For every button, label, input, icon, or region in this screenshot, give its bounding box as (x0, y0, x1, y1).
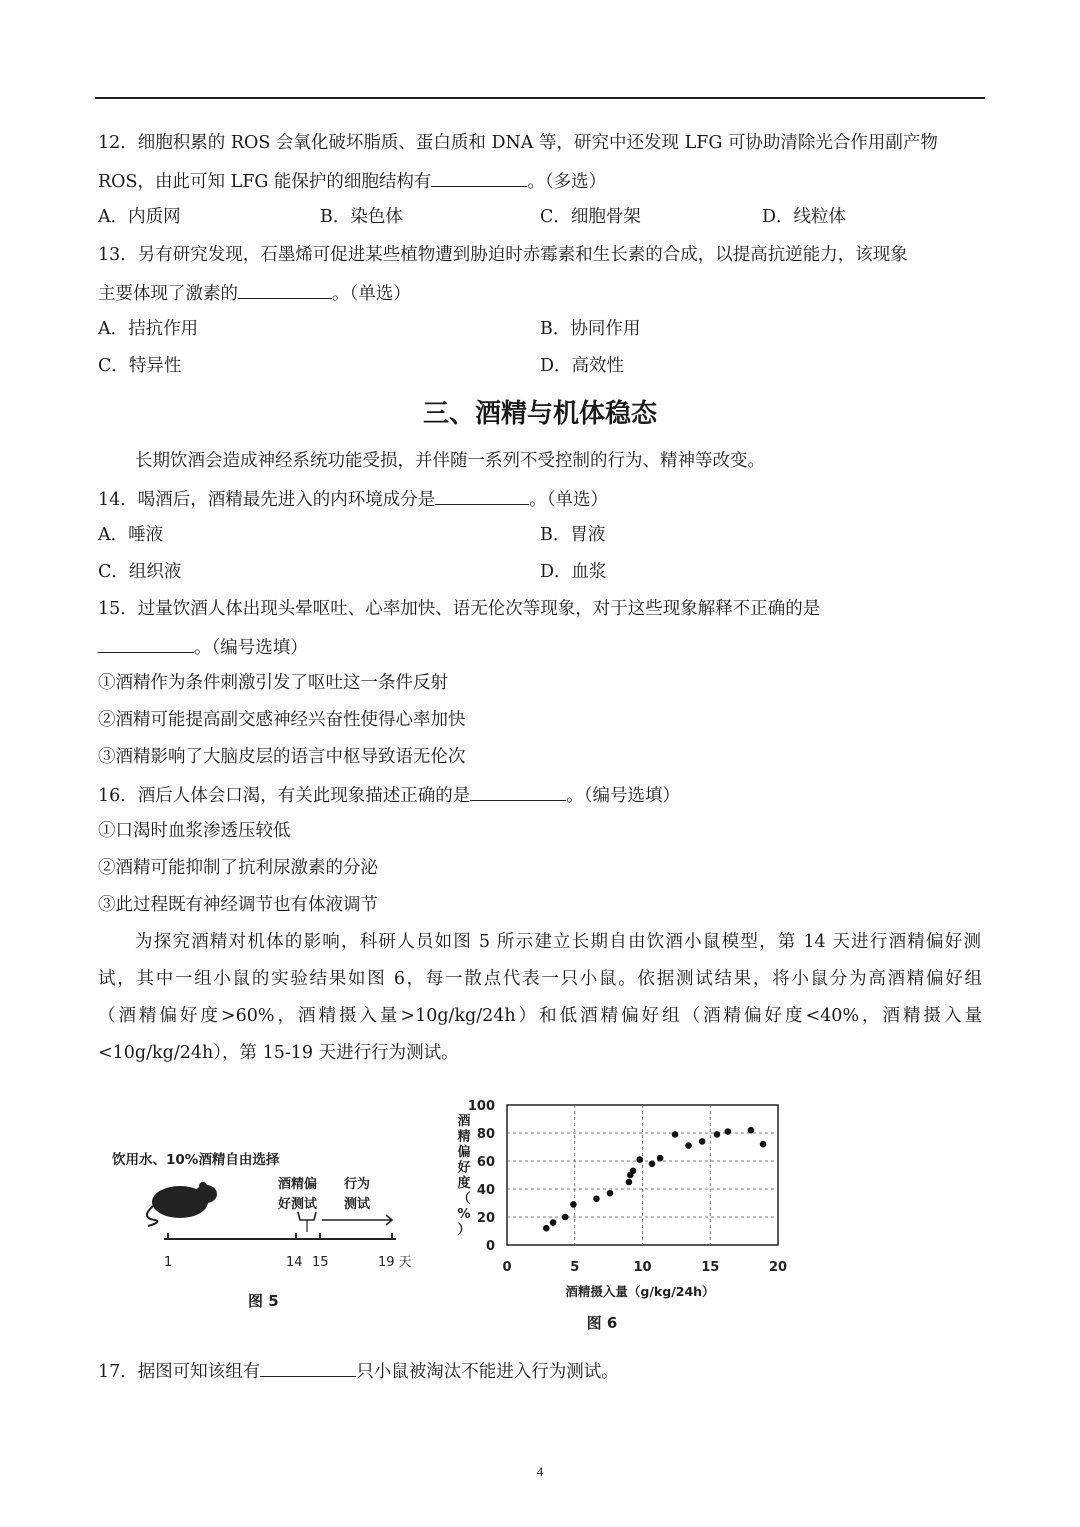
para-line-2: 试，其中一组小鼠的实验结果如图 6，每一散点代表一只小鼠。依据测试结果，将小鼠分为高酒精偏好组 (98, 969, 982, 989)
x-tick-label: 15 (701, 1260, 720, 1275)
q15-line2-suffix: 。（编号选填） (194, 638, 308, 658)
y-axis-label-char: 酒 (457, 1114, 471, 1129)
q16-line1-text: 16．酒后人体会口渴，有关此现象描述正确的是 (98, 786, 471, 806)
q12-line2 (98, 168, 606, 194)
q13-line1: 13．另有研究发现，石墨烯可促进某些植物遭到胁迫时赤霉素和生长素的合成，以提高抗逆能力，该现象 (98, 245, 908, 265)
y-tick-label: 20 (476, 1211, 495, 1226)
y-axis-label-char: 好 (457, 1160, 471, 1176)
figure-6-chart (440, 1090, 800, 1340)
answer-blank[interactable] (98, 634, 194, 653)
scatter-points (543, 1127, 766, 1232)
q15-item-3: ③酒精影响了大脑皮层的语言中枢导致语无伦次 (98, 747, 466, 767)
q12-option-c[interactable]: C．细胞骨架 (540, 207, 641, 227)
q13-line2-suffix: 。（单选） (332, 284, 411, 304)
fig5-pref-label-1: 酒精偏 (278, 1177, 318, 1192)
scatter-point (725, 1128, 732, 1135)
fig5-tick-label: 15 (312, 1255, 329, 1270)
q13-option-b[interactable]: B．协同作用 (540, 319, 641, 339)
y-tick-label: 40 (476, 1183, 495, 1198)
q12-line1: 12．细胞积累的 ROS 会氧化破坏脂质、蛋白质和 DNA 等，研究中还发现 LFG 可协助清除光合作用副产物 (98, 133, 938, 153)
x-tick-label: 0 (502, 1260, 512, 1275)
scatter-point (543, 1225, 550, 1232)
fig5-beh-label-1: 行为 (344, 1177, 371, 1192)
bracket-pref (298, 1212, 316, 1220)
scatter-point (760, 1141, 767, 1148)
answer-blank[interactable] (435, 486, 529, 505)
fig5-pref-label-2: 好测试 (278, 1197, 318, 1212)
page-number: 4 (536, 1464, 544, 1479)
y-tick-label: 0 (485, 1239, 495, 1254)
q14-option-c[interactable]: C．组织液 (98, 562, 182, 582)
y-tick-label: 100 (467, 1099, 495, 1114)
q14-line1-text: 14．喝酒后，酒精最先进入的内环境成分是 (98, 490, 436, 510)
x-tick-labels (502, 1260, 787, 1275)
section-title: 三、酒精与机体稳态 (422, 399, 657, 429)
mouse-icon (147, 1182, 217, 1226)
behavior-arrow (322, 1215, 392, 1225)
scatter-point (570, 1201, 577, 1208)
q12-option-b[interactable]: B．染色体 (320, 207, 403, 227)
q12-option-a[interactable]: A．内质网 (98, 207, 181, 227)
y-axis-label-char: ） (457, 1222, 471, 1238)
q13-option-d[interactable]: D．高效性 (540, 356, 625, 376)
scatter-point (685, 1142, 692, 1149)
q17-line1-suffix: 只小鼠被淘汰不能进入行为测试。 (356, 1362, 619, 1382)
figure-5 (100, 1140, 430, 1340)
y-axis-label-char: 偏 (457, 1145, 471, 1160)
section-intro: 长期饮酒会造成神经系统功能受损，并伴随一系列不受控制的行为、精神等改变。 (135, 451, 765, 471)
y-tick-label: 60 (476, 1155, 495, 1170)
header-rule (95, 97, 985, 99)
q16-line1 (98, 782, 680, 808)
q15-item-1: ①酒精作为条件刺激引发了呕吐这一条件反射 (98, 673, 448, 693)
q16-item-1: ①口渴时血浆渗透压较低 (98, 821, 291, 841)
scatter-point (748, 1127, 755, 1134)
y-axis-label-char: 度 (457, 1176, 471, 1191)
y-axis-label-char: 精 (457, 1129, 471, 1145)
scatter-point (626, 1179, 633, 1186)
y-tick-label: 80 (476, 1127, 495, 1142)
para-line-1: 为探究酒精对机体的影响，科研人员如图 5 所示建立长期自由饮酒小鼠模型，第 14 天进行酒精偏好测 (135, 932, 981, 952)
q14-option-d[interactable]: D．血浆 (540, 562, 607, 582)
q17-line1-text: 17．据图可知该组有 (98, 1362, 261, 1382)
x-axis-label: 酒精摄入量（g/kg/24h） (565, 1284, 715, 1299)
q14-line1-suffix: 。（单选） (529, 490, 609, 510)
scatter-point (607, 1190, 614, 1197)
answer-blank[interactable] (470, 782, 566, 801)
q13-option-a[interactable]: A．拮抗作用 (98, 319, 199, 339)
scatter-point (657, 1155, 664, 1162)
scatter-point (636, 1156, 643, 1163)
q16-line1-suffix: 。（编号选填） (566, 786, 681, 806)
fig5-beh-label-2: 测试 (344, 1197, 371, 1212)
answer-blank[interactable] (260, 1358, 356, 1377)
q13-line2-text: 主要体现了激素的 (98, 284, 238, 304)
answer-blank[interactable] (238, 280, 332, 299)
scatter-point (562, 1214, 569, 1221)
q13-option-c[interactable]: C．特异性 (98, 356, 182, 376)
q16-item-3: ③此过程既有神经调节也有体液调节 (98, 895, 378, 915)
y-axis-label-char: % (457, 1207, 471, 1222)
fig5-tick-label: 1 (164, 1255, 173, 1270)
scatter-point (672, 1131, 679, 1138)
q13-line2 (98, 280, 411, 306)
scatter-point (593, 1196, 600, 1203)
q12-line2-suffix: 。（多选） (527, 172, 607, 192)
q17-line1 (98, 1358, 619, 1384)
fig6-caption: 图 6 (586, 1314, 618, 1332)
scatter-point (714, 1131, 721, 1138)
q14-option-b[interactable]: B．胃液 (540, 525, 606, 545)
answer-blank[interactable] (431, 168, 527, 187)
y-axis-label-char: （ (457, 1191, 471, 1207)
fig5-tick-label: 19 天 (378, 1255, 412, 1270)
scatter-point (550, 1219, 557, 1226)
scatter-point (649, 1161, 656, 1168)
fig5-tick-label: 14 (286, 1255, 303, 1270)
scatter-point (699, 1138, 706, 1145)
q15-line1: 15．过量饮酒人体出现头晕呕吐、心率加快、语无伦次等现象，对于这些现象解释不正确的是 (98, 599, 821, 619)
x-tick-label: 5 (570, 1260, 580, 1275)
para-line-4: <10g/kg/24h），第 15-19 天进行行为测试。 (98, 1043, 459, 1063)
para-line-3: （酒精偏好度>60%，酒精摄入量>10g/kg/24h）和低酒精偏好组（酒精偏好度<40%，酒精摄入量 (98, 1006, 982, 1026)
y-tick-labels (468, 1099, 495, 1254)
q14-option-a[interactable]: A．唾液 (98, 525, 164, 545)
q15-line2 (98, 634, 308, 660)
y-axis-label (456, 1113, 470, 1238)
chart-grid (507, 1105, 778, 1245)
q12-option-d[interactable]: D．线粒体 (762, 207, 847, 227)
fig5-header: 饮用水、10%酒精自由选择 (112, 1152, 280, 1168)
q16-item-2: ②酒精可能抑制了抗利尿激素的分泌 (98, 858, 378, 878)
fig5-caption: 图 5 (248, 1292, 279, 1310)
x-tick-label: 20 (768, 1260, 788, 1275)
q15-item-2: ②酒精可能提高副交感神经兴奋性使得心率加快 (98, 710, 466, 730)
scatter-point (630, 1168, 637, 1175)
x-tick-label: 10 (633, 1260, 652, 1275)
q12-line2-text: ROS，由此可知 LFG 能保护的细胞结构有 (98, 172, 432, 192)
q14-line1 (98, 486, 608, 512)
